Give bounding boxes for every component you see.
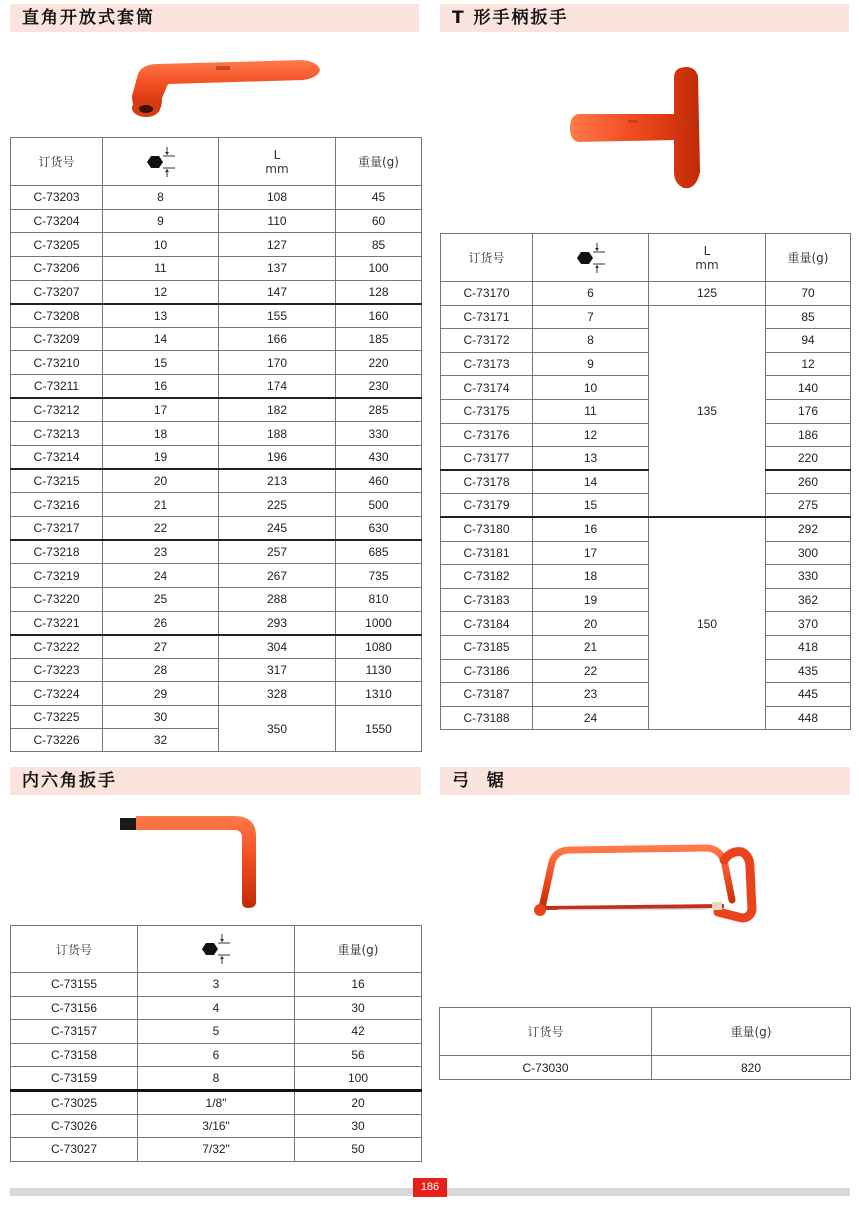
cell-weight: 56 xyxy=(295,1043,422,1067)
cell-size: 6 xyxy=(533,282,649,306)
cell-code: C-73173 xyxy=(441,352,533,376)
cell-size: 21 xyxy=(533,635,649,659)
cell-weight: 362 xyxy=(766,588,851,612)
table-row xyxy=(441,565,851,589)
cell-size: 27 xyxy=(103,635,219,659)
cell-weight: 330 xyxy=(336,422,422,446)
cell-weight: 94 xyxy=(766,329,851,353)
cell-weight: 60 xyxy=(336,209,422,233)
cell-length: 225 xyxy=(219,493,336,517)
header-mm: mm xyxy=(695,257,719,272)
cell-code: C-73185 xyxy=(441,635,533,659)
cell-weight: 45 xyxy=(336,186,422,210)
table-row xyxy=(441,305,851,329)
cell-code: C-73186 xyxy=(441,659,533,683)
cell-length-merged: 350 xyxy=(219,706,336,752)
cell-weight: 70 xyxy=(766,282,851,306)
cell-code: C-73211 xyxy=(11,375,103,399)
cell-code: C-73030 xyxy=(440,1056,652,1080)
cell-weight: 230 xyxy=(336,375,422,399)
cell-code: C-73221 xyxy=(11,611,103,635)
table-row xyxy=(11,1090,422,1114)
table-row xyxy=(11,446,422,470)
cell-size: 13 xyxy=(533,447,649,471)
cell-code: C-73207 xyxy=(11,280,103,304)
header-order-code: 订货号 xyxy=(440,1008,652,1056)
cell-code: C-73178 xyxy=(441,470,533,494)
cell-length: 213 xyxy=(219,469,336,493)
cell-size: 3/16" xyxy=(138,1114,295,1138)
cell-size: 1/8" xyxy=(138,1090,295,1114)
cell-code: C-73170 xyxy=(441,282,533,306)
cell-size: 14 xyxy=(103,327,219,351)
cell-size: 8 xyxy=(138,1067,295,1091)
cell-weight: 176 xyxy=(766,399,851,423)
cell-length: 127 xyxy=(219,233,336,257)
section-title-tbar: T 形手柄扳手 xyxy=(440,4,849,32)
table-row xyxy=(441,517,851,541)
cell-length: 288 xyxy=(219,587,336,611)
cell-size: 32 xyxy=(103,729,219,752)
cell-weight: 500 xyxy=(336,493,422,517)
cell-code: C-73226 xyxy=(11,729,103,752)
hex-nut-size-icon xyxy=(196,932,236,966)
cell-weight: 275 xyxy=(766,494,851,518)
cell-weight: 30 xyxy=(295,996,422,1020)
cell-size: 9 xyxy=(533,352,649,376)
cell-size: 24 xyxy=(533,706,649,730)
tbar-spec-table xyxy=(440,233,851,730)
table-row xyxy=(11,304,422,328)
table-row xyxy=(441,541,851,565)
table-row xyxy=(11,635,422,659)
cell-weight: 50 xyxy=(295,1138,422,1162)
cell-length: 293 xyxy=(219,611,336,635)
cell-size: 7/32" xyxy=(138,1138,295,1162)
cell-weight: 220 xyxy=(336,351,422,375)
table-row xyxy=(441,706,851,730)
cell-code: C-73175 xyxy=(441,399,533,423)
cell-size: 11 xyxy=(533,399,649,423)
cell-size: 25 xyxy=(103,587,219,611)
cell-code: C-73184 xyxy=(441,612,533,636)
cell-size: 7 xyxy=(533,305,649,329)
table-row xyxy=(11,1114,422,1138)
table-row xyxy=(441,683,851,707)
cell-weight: 1080 xyxy=(336,635,422,659)
table-row xyxy=(11,398,422,422)
cell-size: 8 xyxy=(533,329,649,353)
cell-weight: 285 xyxy=(336,398,422,422)
cell-weight: 140 xyxy=(766,376,851,400)
header-weight: 重量(g) xyxy=(766,234,851,282)
cell-code: C-73187 xyxy=(441,683,533,707)
cell-weight: 220 xyxy=(766,447,851,471)
cell-size: 10 xyxy=(533,376,649,400)
cell-weight: 260 xyxy=(766,470,851,494)
table-row xyxy=(11,256,422,280)
table-row xyxy=(11,1020,422,1044)
cell-length: 245 xyxy=(219,516,336,540)
cell-size: 19 xyxy=(533,588,649,612)
cell-size: 28 xyxy=(103,658,219,682)
cell-weight: 810 xyxy=(336,587,422,611)
cell-weight: 292 xyxy=(766,517,851,541)
cell-length: 155 xyxy=(219,304,336,328)
cell-length: 257 xyxy=(219,540,336,564)
cell-code: C-73174 xyxy=(441,376,533,400)
cell-weight: 1130 xyxy=(336,658,422,682)
cell-code: C-73182 xyxy=(441,565,533,589)
cell-size: 23 xyxy=(103,540,219,564)
cell-length: 267 xyxy=(219,564,336,588)
table-row xyxy=(11,1043,422,1067)
cell-code: C-73212 xyxy=(11,398,103,422)
cell-size: 5 xyxy=(138,1020,295,1044)
cell-code: C-73220 xyxy=(11,587,103,611)
hex-key-wrench-image xyxy=(118,812,262,912)
cell-size: 12 xyxy=(533,423,649,447)
table-row xyxy=(11,996,422,1020)
cell-code: C-73217 xyxy=(11,516,103,540)
cell-code: C-73179 xyxy=(441,494,533,518)
table-row xyxy=(441,423,851,447)
cell-length: 328 xyxy=(219,682,336,706)
table-row xyxy=(11,1067,422,1091)
cell-weight: 460 xyxy=(336,469,422,493)
section-title-hex-key: 内六角扳手 xyxy=(10,767,421,795)
page-number: 186 xyxy=(413,1178,447,1197)
table-row xyxy=(11,658,422,682)
cell-code: C-73158 xyxy=(11,1043,138,1067)
cell-size: 16 xyxy=(103,375,219,399)
cell-code: C-73210 xyxy=(11,351,103,375)
table-row xyxy=(11,564,422,588)
cell-size: 22 xyxy=(103,516,219,540)
cell-code: C-73219 xyxy=(11,564,103,588)
cell-size: 11 xyxy=(103,256,219,280)
cell-weight: 30 xyxy=(295,1114,422,1138)
table-row xyxy=(441,494,851,518)
table-row xyxy=(11,469,422,493)
cell-length: 108 xyxy=(219,186,336,210)
cell-size: 17 xyxy=(103,398,219,422)
table-row xyxy=(11,351,422,375)
cell-weight: 185 xyxy=(336,327,422,351)
cell-size: 14 xyxy=(533,470,649,494)
cell-size: 18 xyxy=(533,565,649,589)
cell-size: 17 xyxy=(533,541,649,565)
table-row xyxy=(11,233,422,257)
header-weight: 重量(g) xyxy=(295,926,422,973)
header-length xyxy=(219,138,336,186)
cell-size: 21 xyxy=(103,493,219,517)
cell-length: 317 xyxy=(219,658,336,682)
cell-code: C-73181 xyxy=(441,541,533,565)
header-weight: 重量(g) xyxy=(336,138,422,186)
header-size xyxy=(103,138,219,186)
cell-code: C-73177 xyxy=(441,447,533,471)
cell-code: C-73223 xyxy=(11,658,103,682)
hacksaw-image xyxy=(528,840,764,924)
cell-length-merged: 135 xyxy=(649,305,766,517)
cell-weight: 12 xyxy=(766,352,851,376)
table-row xyxy=(11,540,422,564)
header-l: L xyxy=(273,147,281,162)
header-order-code: 订货号 xyxy=(11,138,103,186)
table-row xyxy=(11,682,422,706)
cell-length: 188 xyxy=(219,422,336,446)
table-row xyxy=(11,611,422,635)
cell-length: 147 xyxy=(219,280,336,304)
cell-size: 24 xyxy=(103,564,219,588)
header-mm: mm xyxy=(265,161,289,176)
cell-weight: 128 xyxy=(336,280,422,304)
table-row xyxy=(11,516,422,540)
hex-key-spec-table xyxy=(10,925,422,1162)
cell-weight: 20 xyxy=(295,1090,422,1114)
cell-size: 6 xyxy=(138,1043,295,1067)
cell-code: C-73204 xyxy=(11,209,103,233)
cell-code: C-73215 xyxy=(11,469,103,493)
cell-weight: 435 xyxy=(766,659,851,683)
cell-weight-merged: 1550 xyxy=(336,706,422,752)
table-row xyxy=(11,493,422,517)
cell-weight: 448 xyxy=(766,706,851,730)
table-row xyxy=(441,659,851,683)
cell-code: C-73205 xyxy=(11,233,103,257)
cell-weight: 300 xyxy=(766,541,851,565)
header-size xyxy=(138,926,295,973)
cell-size: 30 xyxy=(103,706,219,729)
cell-code: C-73225 xyxy=(11,706,103,729)
cell-weight: 430 xyxy=(336,446,422,470)
cell-weight: 418 xyxy=(766,635,851,659)
cell-code: C-73155 xyxy=(11,973,138,997)
table-row xyxy=(441,399,851,423)
cell-length: 170 xyxy=(219,351,336,375)
t-handle-wrench-image xyxy=(568,62,728,192)
cell-weight: 85 xyxy=(766,305,851,329)
cell-size: 13 xyxy=(103,304,219,328)
cell-code: C-73218 xyxy=(11,540,103,564)
cell-code: C-73206 xyxy=(11,256,103,280)
cell-weight: 820 xyxy=(652,1056,851,1080)
cell-weight: 370 xyxy=(766,612,851,636)
cell-length: 182 xyxy=(219,398,336,422)
cell-length: 304 xyxy=(219,635,336,659)
section-title-hacksaw: 弓 锯 xyxy=(440,767,850,795)
cell-code: C-73027 xyxy=(11,1138,138,1162)
socket-spec-table xyxy=(10,137,422,752)
cell-size: 4 xyxy=(138,996,295,1020)
cell-size: 29 xyxy=(103,682,219,706)
header-size xyxy=(533,234,649,282)
table-row xyxy=(441,329,851,353)
table-row xyxy=(11,186,422,210)
cell-size: 23 xyxy=(533,683,649,707)
cell-size: 20 xyxy=(533,612,649,636)
table-row xyxy=(441,470,851,494)
cell-weight: 16 xyxy=(295,973,422,997)
cell-size: 20 xyxy=(103,469,219,493)
cell-weight: 685 xyxy=(336,540,422,564)
cell-length: 166 xyxy=(219,327,336,351)
hacksaw-spec-table xyxy=(439,1007,851,1080)
table-row xyxy=(11,280,422,304)
cell-length: 110 xyxy=(219,209,336,233)
cell-size: 15 xyxy=(533,494,649,518)
header-weight: 重量(g) xyxy=(652,1008,851,1056)
table-row xyxy=(441,352,851,376)
header-order-code: 订货号 xyxy=(441,234,533,282)
cell-code: C-73216 xyxy=(11,493,103,517)
header-length xyxy=(649,234,766,282)
hex-nut-size-icon xyxy=(141,145,181,179)
cell-weight: 1310 xyxy=(336,682,422,706)
cell-weight: 100 xyxy=(295,1067,422,1091)
cell-weight: 160 xyxy=(336,304,422,328)
cell-length: 137 xyxy=(219,256,336,280)
header-order-code: 订货号 xyxy=(11,926,138,973)
cell-weight: 100 xyxy=(336,256,422,280)
table-row xyxy=(441,612,851,636)
table-row xyxy=(11,327,422,351)
section-title-socket: 直角开放式套筒 xyxy=(10,4,419,32)
cell-length: 125 xyxy=(649,282,766,306)
table-row xyxy=(441,447,851,471)
hex-nut-size-icon xyxy=(571,241,611,275)
table-row xyxy=(441,588,851,612)
cell-length-merged: 150 xyxy=(649,517,766,729)
cell-size: 8 xyxy=(103,186,219,210)
cell-code: C-73208 xyxy=(11,304,103,328)
cell-size: 16 xyxy=(533,517,649,541)
cell-weight: 1000 xyxy=(336,611,422,635)
cell-size: 12 xyxy=(103,280,219,304)
table-row xyxy=(11,587,422,611)
cell-code: C-73183 xyxy=(441,588,533,612)
cell-code: C-73213 xyxy=(11,422,103,446)
cell-weight: 735 xyxy=(336,564,422,588)
cell-length: 174 xyxy=(219,375,336,399)
cell-size: 19 xyxy=(103,446,219,470)
table-row xyxy=(11,209,422,233)
cell-weight: 630 xyxy=(336,516,422,540)
cell-code: C-73171 xyxy=(441,305,533,329)
cell-weight: 186 xyxy=(766,423,851,447)
l-socket-wrench-image xyxy=(118,52,328,124)
cell-size: 26 xyxy=(103,611,219,635)
table-row xyxy=(11,375,422,399)
cell-size: 22 xyxy=(533,659,649,683)
cell-size: 3 xyxy=(138,973,295,997)
table-row xyxy=(11,973,422,997)
cell-code: C-73157 xyxy=(11,1020,138,1044)
cell-code: C-73203 xyxy=(11,186,103,210)
cell-weight: 85 xyxy=(336,233,422,257)
cell-code: C-73180 xyxy=(441,517,533,541)
table-row xyxy=(441,635,851,659)
table-row xyxy=(11,422,422,446)
cell-size: 18 xyxy=(103,422,219,446)
table-row xyxy=(441,376,851,400)
cell-code: C-73026 xyxy=(11,1114,138,1138)
cell-size: 15 xyxy=(103,351,219,375)
cell-code: C-73025 xyxy=(11,1090,138,1114)
cell-code: C-73176 xyxy=(441,423,533,447)
cell-size: 9 xyxy=(103,209,219,233)
cell-size: 10 xyxy=(103,233,219,257)
cell-code: C-73156 xyxy=(11,996,138,1020)
cell-weight: 42 xyxy=(295,1020,422,1044)
cell-code: C-73172 xyxy=(441,329,533,353)
header-l: L xyxy=(703,243,711,258)
cell-code: C-73224 xyxy=(11,682,103,706)
cell-code: C-73188 xyxy=(441,706,533,730)
cell-weight: 330 xyxy=(766,565,851,589)
cell-weight: 445 xyxy=(766,683,851,707)
cell-code: C-73214 xyxy=(11,446,103,470)
cell-length: 196 xyxy=(219,446,336,470)
table-row xyxy=(11,1138,422,1162)
cell-code: C-73222 xyxy=(11,635,103,659)
cell-code: C-73209 xyxy=(11,327,103,351)
cell-code: C-73159 xyxy=(11,1067,138,1091)
